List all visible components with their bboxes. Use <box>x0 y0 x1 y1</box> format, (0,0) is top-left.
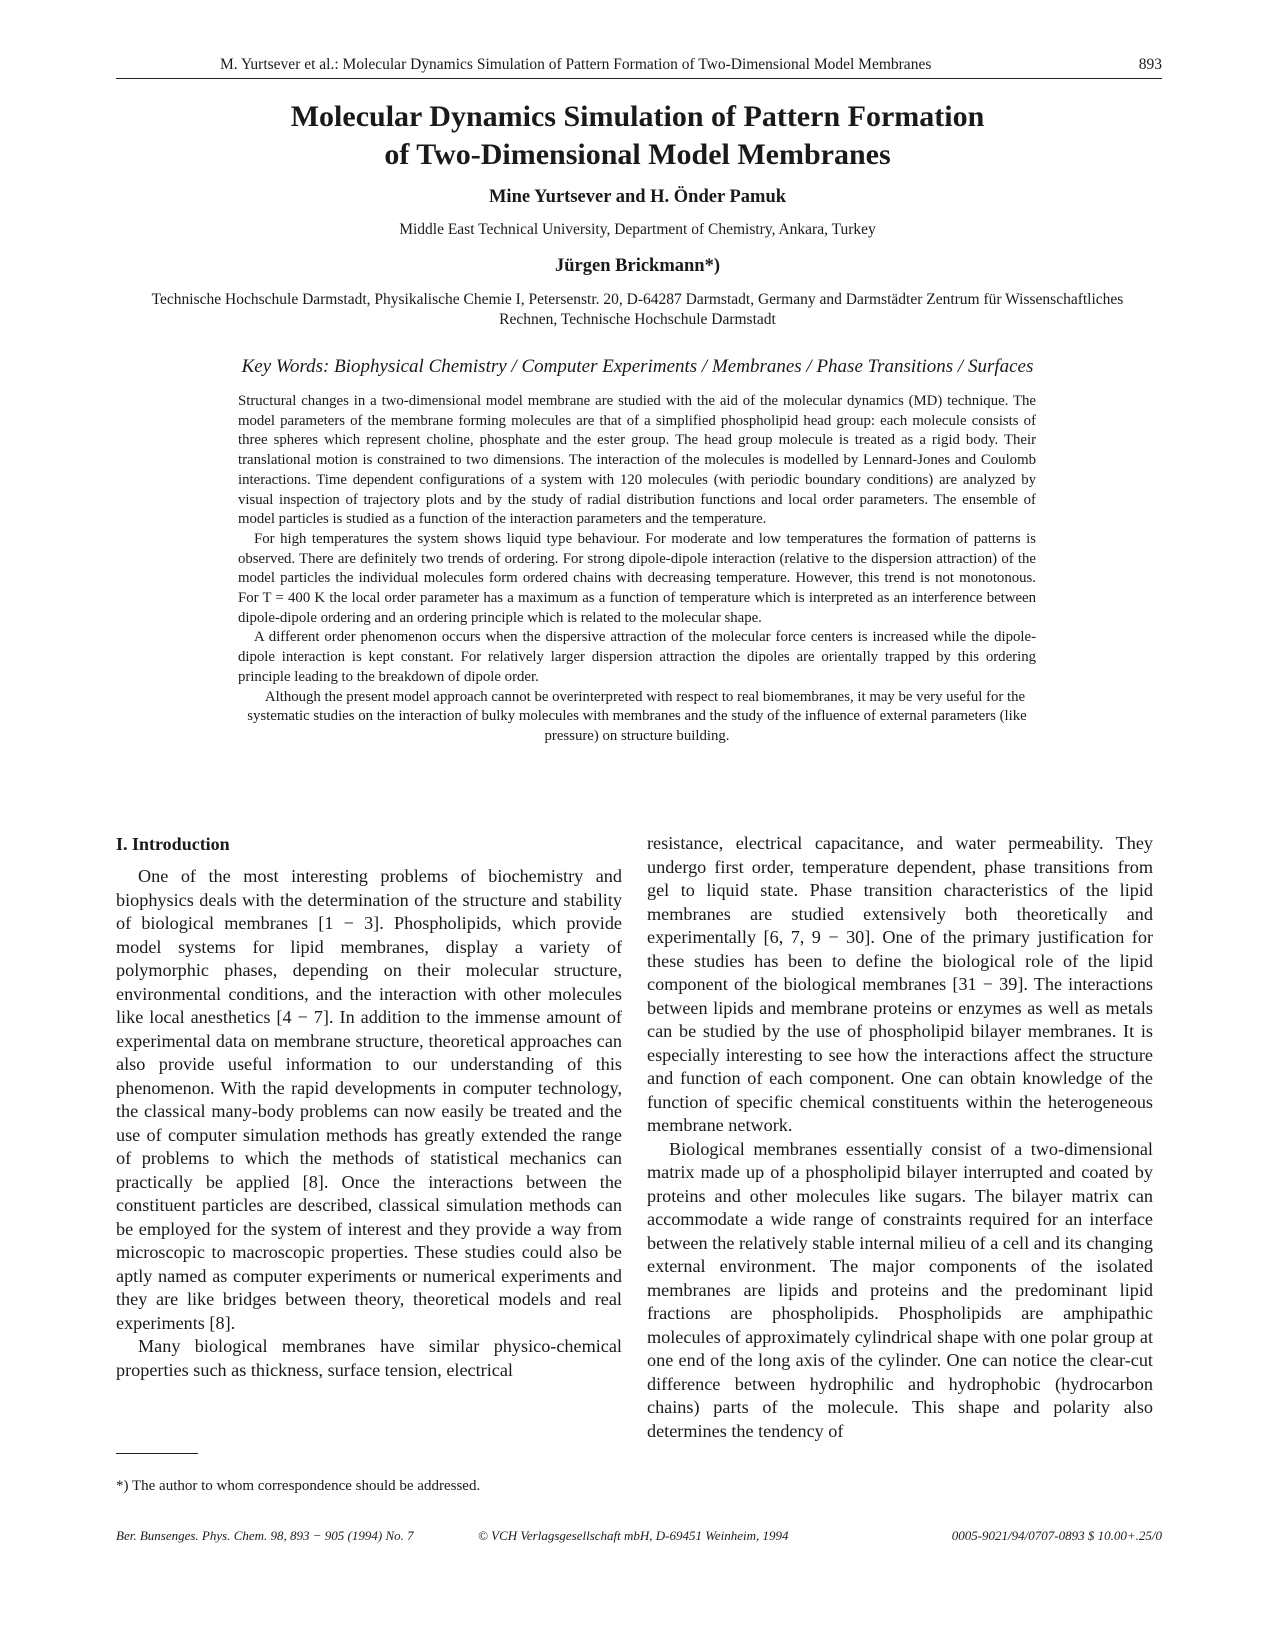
body-paragraph: Biological membranes essentially consist of a two-dimensional matrix made up of a phospholipid bilayer interrupted and coated by proteins and other molecules like sugars. The bilayer matrix can accommodate a wide range of constraints required for an interface between the relatively stable internal milieu of a cell and its changing external environment. The major components of the isolated membranes are lipids and proteins and the predominant lipid fractions are phospholipids. Phospholipids are amphipathic molecules of approximately cylindrical shape with one polar group at one end of the long axis of the cylinder. One can notice the clear-cut difference between hydrophilic and hydrophobic (hydrocarbon chains) parts of the molecule. This shape and polarity also determines the tendency of <box>647 1138 1153 1441</box>
footer-journal: Ber. Bunsenges. Phys. Chem. 98, 893 − 905 (1994) No. 7 <box>116 1528 414 1543</box>
paper-title-line2: of Two-Dimensional Model Membranes <box>384 138 891 171</box>
abstract-paragraph: Structural changes in a two-dimensional model membrane are studied with the aid of the molecular dynamics (MD) technique. The model parameters of the membrane forming molecules are that of a simplified phospholipid head group: each molecule consists of three spheres which represent choline, phosphate and the ester group. The head group molecule is treated as a rigid body. Their translational motion is constrained to two dimensions. The interaction of the molecules is modelled by Lennard-Jones and Coulomb interactions. Time dependent configurations of a system with 120 molecules (with periodic boundary conditions) are analyzed by visual inspection of trajectory plots and by the study of radial distribution functions and local order parameters. The ensemble of model particles is studied as a function of the interaction parameters and the temperature. <box>238 393 1036 528</box>
page-number: 893 <box>1138 56 1162 73</box>
paper-title-line1: Molecular Dynamics Simulation of Pattern Formation <box>290 100 985 133</box>
abstract-paragraph: For high temperatures the system shows liquid type behaviour. For moderate and low temperatures the formation of patterns is observed. There are definitely two trends of ordering. For strong dipole-dipole interaction (relative to the dispersion attraction) of the model particles the individual molecules form ordered chains with decreasing temperature. However, this trend is not monotonous. For T = 400 K the local order parameter has a maximum as a function of temperature which is interpreted as an interference between dipole-dipole ordering and an ordering principle which is related to the molecular shape. <box>238 530 1036 626</box>
right-column <box>647 832 1153 1443</box>
abstract <box>238 392 1036 747</box>
footer-publisher: © VCH Verlagsgesellschaft mbH, D-69451 Weinheim, 1994 <box>478 1528 789 1543</box>
keywords: Key Words: Biophysical Chemistry / Computer Experiments / Membranes / Phase Transitions / Surfaces <box>241 356 1034 377</box>
footnote-rule <box>116 1453 198 1454</box>
authors: Mine Yurtsever and H. Önder Pamuk <box>488 187 787 207</box>
body-paragraph: One of the most interesting problems of biochemistry and biophysics deals with the determination of the structure and stability of biological membranes [1 − 3]. Phospholipids, which provide model systems for lipid membranes, display a variety of polymorphic phases, depending on their molecular structure, environmental conditions, and the interaction with other molecules like local anesthetics [4 − 7]. In addition to the immense amount of experimental data on membrane structure, theoretical approaches can also provide useful information to our understanding of this phenomenon. With the rapid developments in computer technology, the classical many-body problems can now easily be treated and the use of computer simulation methods has greatly extended the range of problems to which the methods of statistical mechanics can practically be applied [8]. Once the interactions between the constituent particles are described, classical simulation methods can be employed for the system of interest and they provide a way from microscopic to macroscopic properties. These studies could also be aptly named as computer experiments or numerical experiments and they are like bridges between theory, theoretical models and real experiments [8]. <box>116 866 622 1333</box>
left-column <box>116 832 622 1382</box>
running-title: M. Yurtsever et al.: Molecular Dynamics Simulation of Pattern Formation of Two-Dimensional Model Membranes <box>220 56 932 73</box>
affiliation-2: Technische Hochschule Darmstadt, Physikalische Chemie I, Petersenstr. 20, D-64287 Darmstadt, Germany and Darmstädter Zentrum für Wissenschaftliches Rechnen, Technische Hochschule Darmstadt <box>151 291 1124 328</box>
affiliation-1: Middle East Technical University, Department of Chemistry, Ankara, Turkey <box>399 221 876 238</box>
footer-code: 0005-9021/94/0707-0893 $ 10.00+.25/0 <box>951 1528 1162 1543</box>
footnote: *) The author to whom correspondence should be addressed. <box>116 1478 481 1494</box>
section-heading: I. Introduction <box>116 834 230 854</box>
body-paragraph: Many biological membranes have similar physico-chemical properties such as thickness, surface tension, electrical <box>116 1336 622 1380</box>
paper-title <box>0 98 1275 174</box>
running-head <box>116 54 1162 79</box>
body-paragraph: resistance, electrical capacitance, and water permeability. They undergo first order, temperature dependent, phase transitions from gel to liquid state. Phase transition characteristics of the lipid membranes are studied extensively both theoretically and experimentally [6, 7, 9 − 30]. One of the primary justification for these studies has been to define the biological role of the lipid component of the biological membranes [31 − 39]. The interactions between lipids and membrane proteins or enzymes as well as metals can be studied by the use of phospholipid bilayer membranes. It is especially interesting to see how the interactions affect the structure and function of each component. One can obtain knowledge of the function of specific chemical constituents within the heterogeneous membrane network. <box>647 833 1153 1135</box>
abstract-paragraph: Although the present model approach cannot be overinterpreted with respect to real biomembranes, it may be very useful for the systematic studies on the interaction of bulky molecules with membranes and the study of the influence of external parameters (like pressure) on structure building. <box>247 688 1027 744</box>
corresponding-author: Jürgen Brickmann*) <box>555 256 720 276</box>
abstract-paragraph: A different order phenomenon occurs when the dispersive attraction of the molecular force centers is increased while the dipole-dipole interaction is kept constant. For relatively larger dispersion attraction the dipoles are orientally trapped by this ordering principle leading to the breakdown of dipole order. <box>238 629 1036 685</box>
